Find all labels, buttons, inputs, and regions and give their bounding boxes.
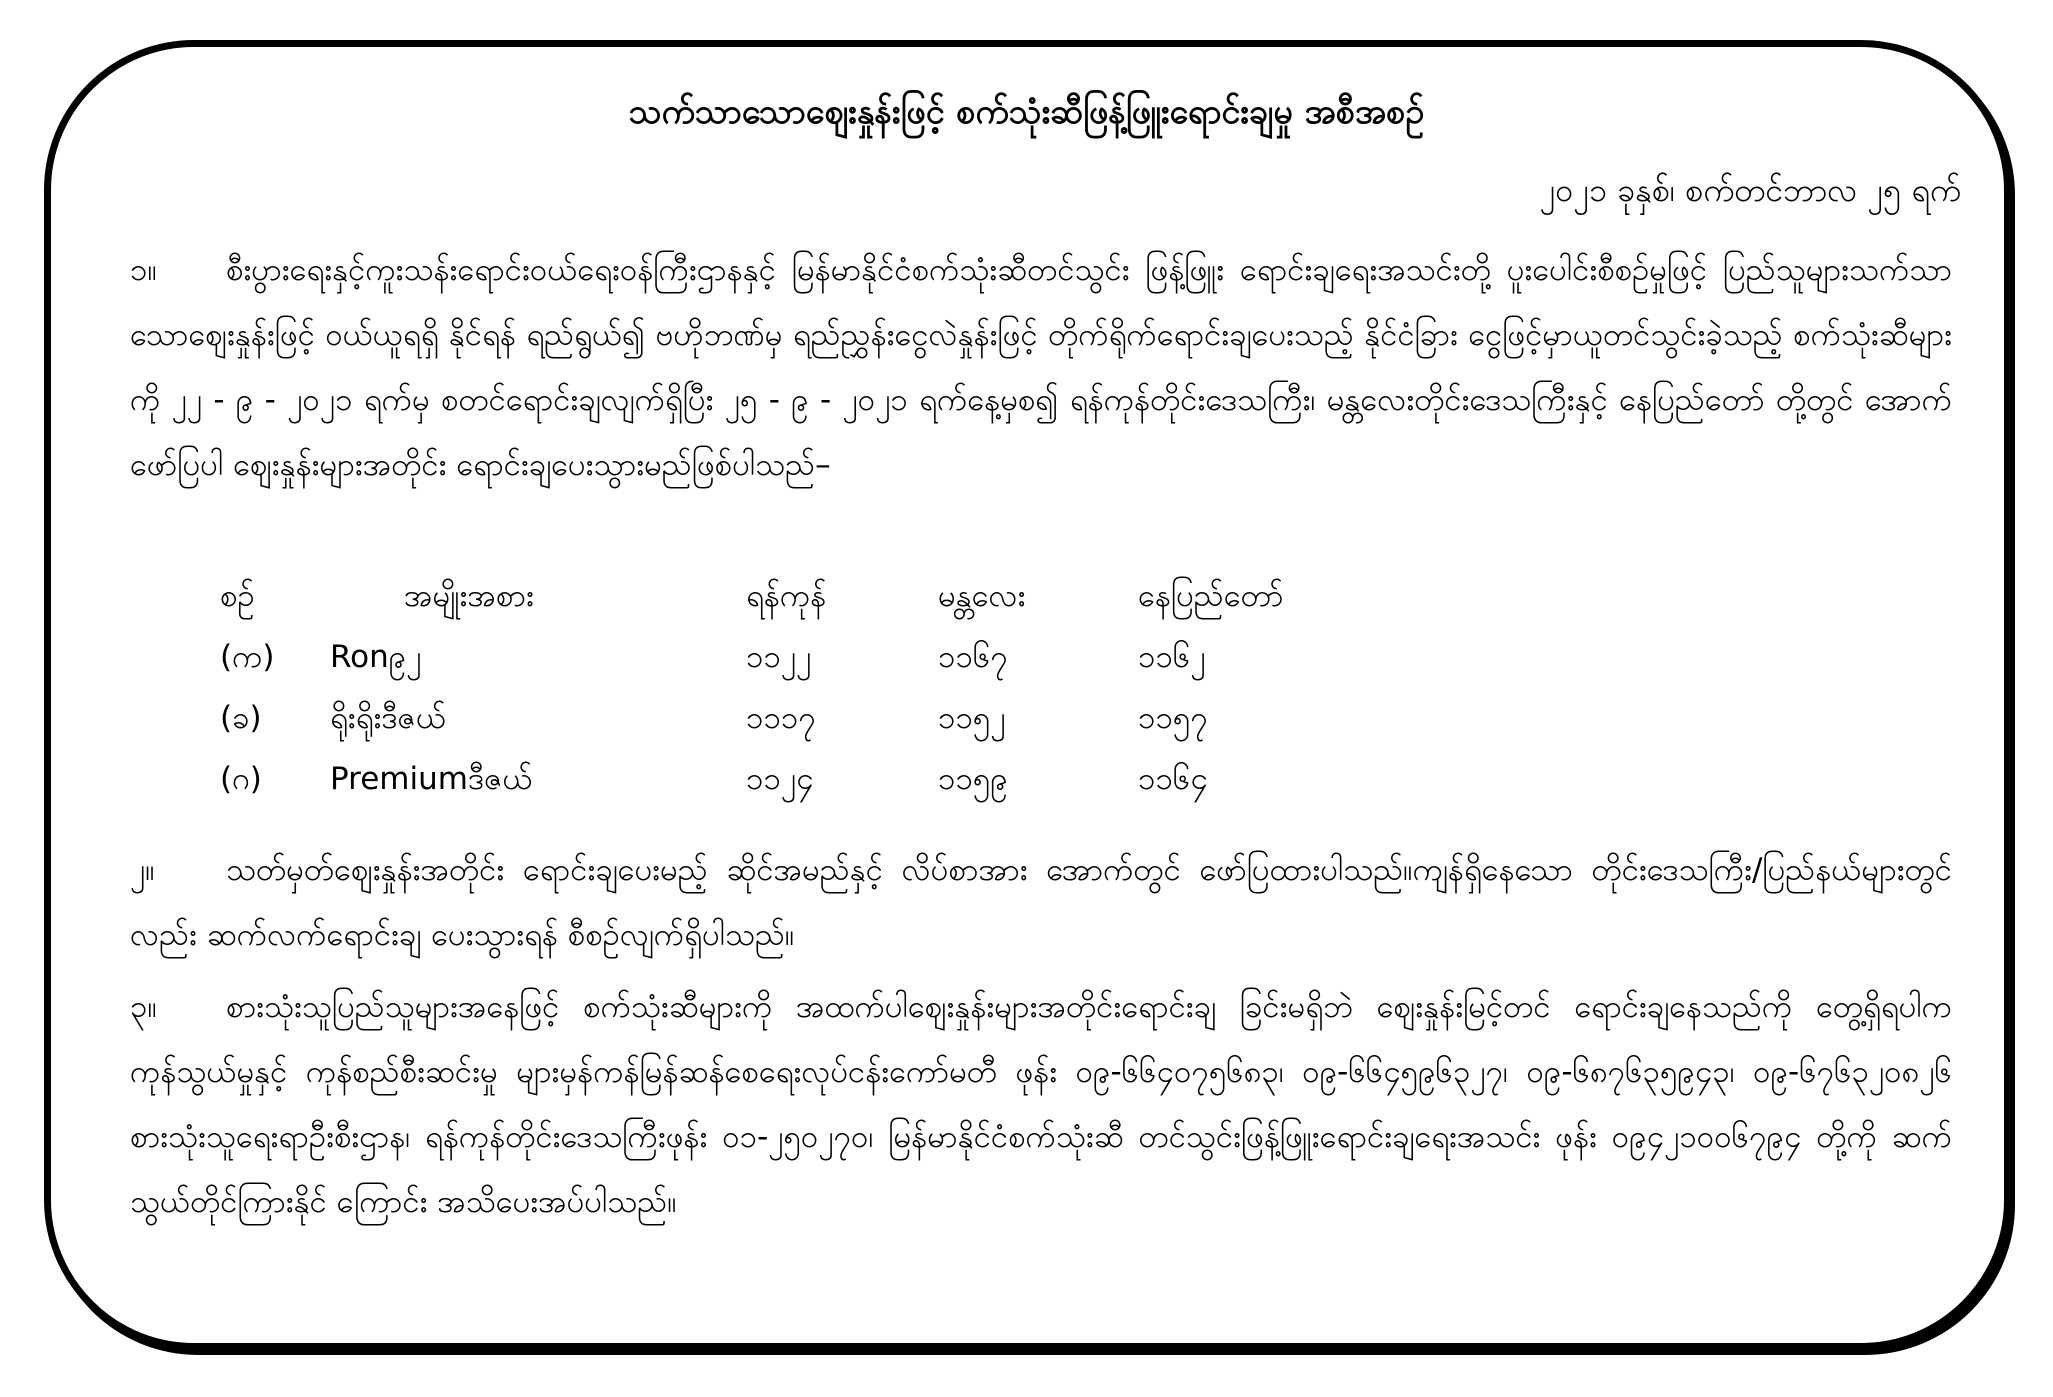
cell-yangon: ၁၁၁၇ [746, 699, 816, 736]
cell-naypyitaw: ၁၁၆၂ [1138, 638, 1206, 675]
paragraph-1 [130, 238, 1952, 498]
cell-mandalay: ၁၁၆၇ [938, 638, 1008, 675]
table-row [220, 751, 1358, 812]
paragraph-2 [130, 838, 1952, 968]
cell-type: Premiumဒီဇယ် [330, 760, 533, 797]
paragraph-number: ၁။ [130, 252, 157, 288]
paragraph-number: ၂။ [130, 852, 155, 888]
paragraph-text: စီးပွားရေးနှင့်ကူးသန်းရောင်းဝယ်ရေးဝန်ကြီးဌာနနှင့် မြန်မာနိုင်ငံစက်သုံးဆီတင်သွင်း ဖြန့်ဖြူး ရောင်းချရေးအသင်းတို့ ပူးပေါင်းစီစဉ်မှုဖြင့် ပြည်သူများသက်သာသောဈေးနှုန်းဖြင့် ဝယ်ယူရရှိ နိုင်ရန် ရည်ရွယ်၍ ဗဟိုဘဏ်မှ ရည်ညွှန်းငွေလဲနှုန်းဖြင့် တိုက်ရိုက်ရောင်းချပေးသည့် နိုင်ငံခြား ငွေဖြင့်မှာယူတင်သွင်းခဲ့သည့် စက်သုံးဆီများကို ၂၂ - ၉ - ၂၀၂၁ ရက်မှ စတင်ရောင်းချလျက်ရှိပြီး ၂၅ - ၉ - ၂၀၂၁ ရက်နေ့မှစ၍ ရန်ကုန်တိုင်းဒေသကြီး၊ မန္တလေးတိုင်းဒေသကြီးနှင့် နေပြည်တော် တို့တွင် အောက်ဖော်ပြပါ ဈေးနှုန်းများအတိုင်း ရောင်းချပေးသွားမည်ဖြစ်ပါသည်– [130, 252, 1952, 483]
header-naypyitaw: နေပြည်တော် [1138, 577, 1284, 614]
cell-no: (က) [220, 638, 275, 675]
cell-naypyitaw: ၁၁၆၄ [1138, 760, 1208, 797]
cell-naypyitaw: ၁၁၅၇ [1138, 699, 1208, 736]
table-row [220, 690, 1358, 751]
paragraph-text: စားသုံးသူပြည်သူများအနေဖြင့် စက်သုံးဆီများကို အထက်ပါဈေးနှုန်းများအတိုင်းရောင်းချ ခြင်းမရှိဘဲ ဈေးနှုန်းမြင့်တင် ရောင်းချနေသည်ကို တွေ့ရှိရပါကကုန်သွယ်မှုနှင့် ကုန်စည်စီးဆင်းမှု များမှန်ကန်မြန်ဆန်စေရေးလုပ်ငန်းကော်မတီ ဖုန်း ၀၉-၆၆၄၀၇၅၆၈၃၊ ၀၉-၆၆၄၅၉၆၃၂၇၊ ၀၉-၆၈၇၆၃၅၉၄၃၊ ၀၉-၆၇၆၃၂၀၈၂၆ စားသုံးသူရေးရာဦးစီးဌာန၊ ရန်ကုန်တိုင်းဒေသကြီးဖုန်း ၀၁-၂၅၀၂၇၀၊ မြန်မာနိုင်ငံစက်သုံးဆီ တင်သွင်းဖြန့်ဖြူးရောင်းချရေးအသင်း ဖုန်း ၀၉၄၂၁၀၀၆၇၉၄ တို့ကို ဆက်သွယ်တိုင်ကြားနိုင် ကြောင်း အသိပေးအပ်ပါသည်။ [130, 989, 1952, 1220]
price-table-header [220, 568, 1358, 629]
cell-type: Ron၉၂ [330, 638, 422, 675]
cell-mandalay: ၁၁၅၂ [938, 699, 1006, 736]
cell-no: (ဂ) [220, 760, 262, 797]
cell-type: ရိုးရိုးဒီဇယ် [330, 699, 447, 736]
document-date: ၂၀၂၁ ခုနှစ်၊ စက်တင်ဘာလ ၂၅ ရက် [1539, 171, 1961, 209]
header-yangon: ရန်ကုန် [746, 577, 827, 614]
header-no: စဉ် [220, 577, 255, 614]
cell-mandalay: ၁၁၅၉ [938, 760, 1008, 797]
header-type: အမျိုးအစား [404, 577, 534, 614]
cell-yangon: ၁၁၂၂ [746, 638, 812, 675]
document-title: သက်သာသောဈေးနှုန်းဖြင့် စက်သုံးဆီဖြန့်ဖြူးရောင်းချမှု အစီအစဉ် [628, 92, 1425, 132]
paragraph-3 [130, 975, 1952, 1235]
cell-no: (ခ) [220, 699, 262, 736]
paragraph-text: သတ်မှတ်ဈေးနှုန်းအတိုင်း ရောင်းချပေးမည့် ဆိုင်အမည်နှင့် လိပ်စာအား အောက်တွင် ဖော်ပြထားပါသည်။ကျန်ရှိနေသော တိုင်းဒေသကြီး/ပြည်နယ်များတွင်လည်း ဆက်လက်ရောင်းချ ပေးသွားရန် စီစဉ်လျက်ရှိပါသည်။ [130, 852, 1952, 953]
cell-yangon: ၁၁၂၄ [746, 760, 814, 797]
paragraph-number: ၃။ [130, 989, 157, 1025]
table-row [220, 629, 1358, 690]
header-mandalay: မန္တလေး [938, 577, 1026, 614]
price-table [220, 568, 1358, 812]
